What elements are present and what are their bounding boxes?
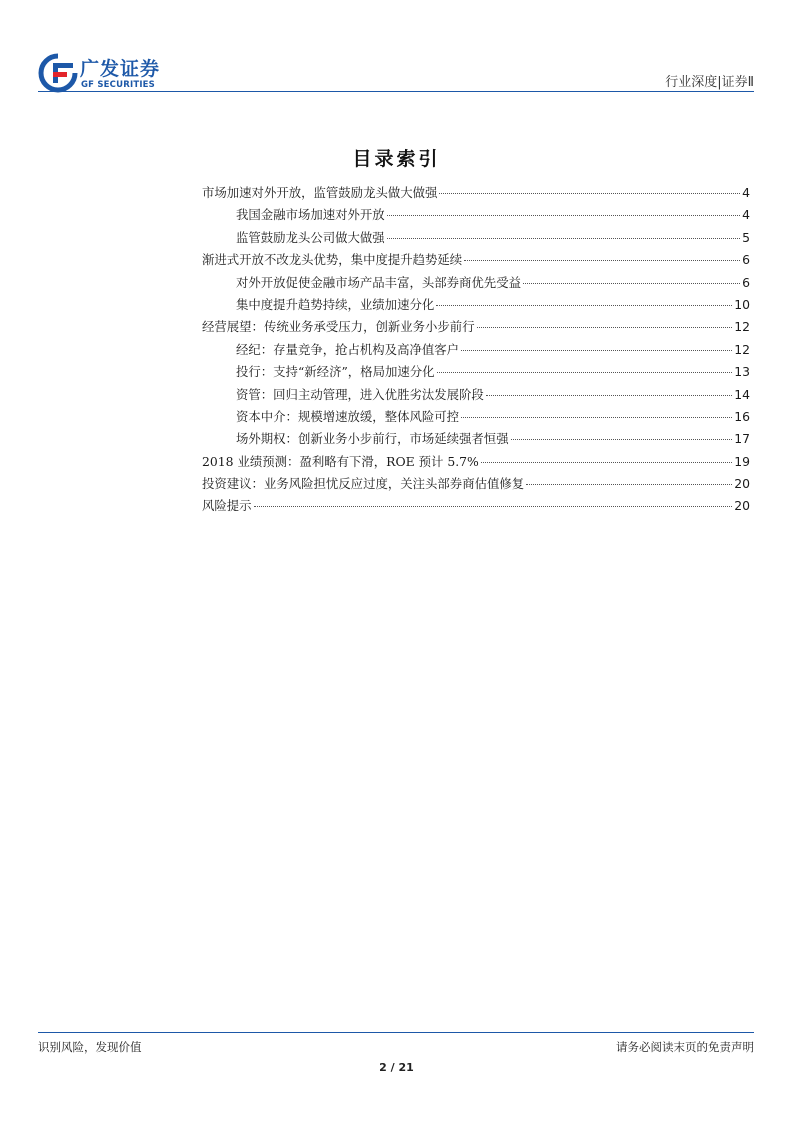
footer-disclaimer: 请务必阅读末页的免责声明	[616, 1040, 754, 1054]
toc-leader-dots	[437, 372, 733, 373]
toc-title: 目录索引	[352, 148, 441, 170]
toc-entry-text: 对外开放促使金融市场产品丰富，头部券商优先受益	[236, 274, 521, 290]
toc-entry-page: 12	[734, 341, 750, 357]
company-logo	[38, 53, 238, 93]
toc-entry[interactable]	[202, 182, 750, 204]
toc-entry-text: 资管：回归主动管理，进入优胜劣汰发展阶段	[236, 386, 484, 402]
toc-entry-text: 经营展望：传统业务承受压力，创新业务小步前行	[202, 319, 475, 335]
logo-text-cn: 广发证券	[80, 58, 161, 80]
toc-entry-text: 集中度提升趋势持续，业绩加速分化	[236, 296, 435, 312]
toc-leader-dots	[464, 260, 740, 261]
toc-entry-page: 4	[742, 207, 750, 223]
table-of-contents	[202, 182, 750, 518]
toc-leader-dots	[461, 417, 732, 418]
toc-entry[interactable]	[202, 361, 750, 383]
toc-entry-text: 投资建议：业务风险担忧反应过度，关注头部券商估值修复	[202, 476, 525, 492]
footer-divider	[38, 1032, 754, 1033]
page-header	[38, 48, 754, 90]
toc-entry[interactable]	[202, 272, 750, 294]
toc-leader-dots	[436, 305, 732, 306]
toc-entry-page: 19	[734, 453, 750, 469]
toc-entry-text: 市场加速对外开放，监管鼓励龙头做大做强	[202, 185, 438, 200]
report-category: 行业深度|证券Ⅱ	[665, 75, 754, 90]
toc-entry-page: 6	[742, 252, 750, 268]
toc-entry[interactable]	[202, 339, 750, 361]
toc-entry-text: 资本中介：规模增速放缓，整体风险可控	[236, 408, 460, 424]
header-divider	[38, 91, 754, 92]
toc-entry[interactable]	[202, 406, 750, 428]
gf-logo-icon	[38, 53, 78, 93]
toc-leader-dots	[387, 215, 740, 216]
toc-leader-dots	[481, 462, 732, 463]
toc-entry-text: 投行：支持“新经济”，格局加速分化	[236, 364, 435, 380]
toc-entry[interactable]	[202, 451, 750, 473]
toc-entry-page: 13	[734, 364, 750, 380]
footer-slogan: 识别风险，发现价值	[38, 1040, 142, 1054]
toc-entry-page: 20	[734, 476, 750, 492]
toc-entry-text: 渐进式开放不改龙头优势，集中度提升趋势延续	[202, 252, 463, 268]
toc-entry[interactable]	[202, 227, 750, 249]
toc-entry[interactable]	[202, 384, 750, 406]
toc-entry-page: 12	[734, 319, 750, 335]
page-number: 2 / 21	[379, 1061, 414, 1074]
toc-entry[interactable]	[202, 294, 750, 316]
toc-leader-dots	[254, 506, 733, 507]
toc-leader-dots	[387, 238, 740, 239]
toc-entry[interactable]	[202, 316, 750, 338]
toc-entry-page: 17	[734, 431, 750, 447]
toc-entry-text: 场外期权：创新业务小步前行，市场延续强者恒强	[236, 431, 509, 447]
toc-leader-dots	[439, 193, 740, 194]
logo-text-en: GF SECURITIES	[81, 80, 156, 90]
toc-leader-dots	[523, 283, 740, 284]
toc-leader-dots	[477, 327, 733, 328]
toc-entry-page: 20	[734, 498, 750, 514]
toc-entry[interactable]	[202, 473, 750, 495]
toc-entry[interactable]	[202, 495, 750, 517]
toc-entry-page: 5	[742, 229, 750, 245]
toc-entry-text: 2018 业绩预测：盈利略有下滑，ROE 预计 5.7%	[202, 453, 479, 469]
toc-entry-text: 经纪：存量竞争，抢占机构及高净值客户	[236, 341, 460, 357]
toc-entry-page: 16	[734, 408, 750, 424]
toc-entry-text: 我国金融市场加速对外开放	[236, 207, 385, 223]
toc-entry-page: 14	[734, 386, 750, 402]
toc-entry-page: 6	[742, 274, 750, 290]
toc-entry-page: 10	[734, 296, 750, 312]
toc-leader-dots	[526, 484, 732, 485]
toc-entry[interactable]	[202, 428, 750, 450]
toc-entry-text: 监管鼓励龙头公司做大做强	[236, 229, 385, 245]
toc-leader-dots	[486, 395, 732, 396]
toc-entry-page: 4	[742, 185, 750, 200]
toc-leader-dots	[511, 439, 733, 440]
toc-entry-text: 风险提示	[202, 498, 252, 514]
toc-entry[interactable]	[202, 204, 750, 226]
toc-leader-dots	[461, 350, 732, 351]
toc-entry[interactable]	[202, 249, 750, 271]
